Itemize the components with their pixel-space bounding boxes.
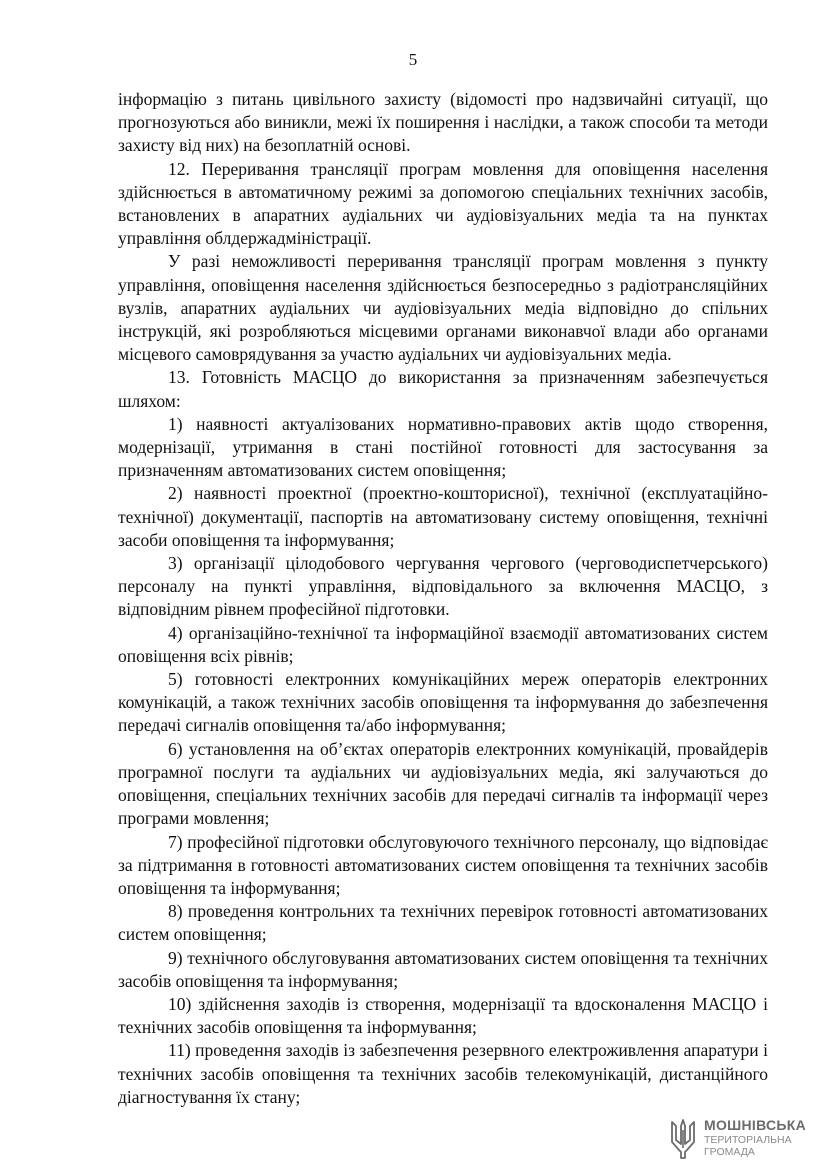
community-logo xyxy=(668,1118,818,1162)
document-body xyxy=(118,88,768,1109)
list-item-4: 4) організаційно-технічної та інформаційної взаємодії автоматизованих систем оповіщення всіх рівнів; xyxy=(118,622,768,666)
paragraph-12-fallback: У разі неможливості переривання трансляції програм мовлення з пункту управління, оповіщення населення здійснюється безпосередньо з радіотрансляційних вузлів, апаратних аудіальних чи аудіовізуальних медіа відповідно до спільних інструкцій, які розробляються місцевими органами виконавчої влади або органами місцевого самоврядування за участю аудіальних чи аудіовізуальних медіа. xyxy=(118,251,768,365)
paragraph-civil-protection-info: інформацію з питань цивільного захисту (відомості про надзвичайні ситуації, що прогнозуються або виникли, межі їх поширення і наслідки, а також способи та методи захисту від них) на безоплатній основі. xyxy=(118,89,768,156)
trident-coat-of-arms-icon xyxy=(668,1118,698,1160)
list-item-7: 7) професійної підготовки обслуговуючого технічного персоналу, що відповідає за підтримання в готовності автоматизованих систем оповіщення та технічних засобів оповіщення та інформування; xyxy=(118,831,768,898)
list-item-11: 11) проведення заходів із забезпечення резервного електроживлення апаратури і технічних засобів оповіщення та технічних засобів телекомунікацій, дистанційного діагностування їх стану; xyxy=(118,1040,768,1107)
list-item-10: 10) здійснення заходів із створення, модернізації та вдосконалення МАСЦО і технічних засобів оповіщення та інформування; xyxy=(118,993,768,1038)
list-item-5: 5) готовності електронних комунікаційних мереж операторів електронних комунікацій, а також технічних засобів оповіщення та інформування до забезпечення передачі сигналів оповіщення та/або інформування; xyxy=(118,669,768,736)
list-item-1: 1) наявності актуалізованих нормативно-правових актів щодо створення, модернізації, утримання в стані постійної готовності для застосування за призначенням автоматизованих систем оповіщення; xyxy=(118,413,768,481)
list-item-2: 2) наявності проектної (проектно-кошторисної), технічної (експлуатаційно-технічної) документації, паспортів на автоматизовану систему оповіщення, технічні засоби оповіщення та інформування; xyxy=(118,483,768,550)
list-item-6: 6) установлення на об’єктах операторів електронних комунікацій, провайдерів програмної послуги та аудіальних чи аудіовізуальних медіа, які залучаються до оповіщення, спеціальних технічних засобів для передачі сигналів та інформації через програми мовлення; xyxy=(118,738,768,829)
list-item-8: 8) проведення контрольних та технічних перевірок готовності автоматизованих систем оповіщення; xyxy=(118,901,768,945)
paragraph-13: 13. Готовність МАСЦО до використання за призначенням забезпечується шляхом: xyxy=(118,367,768,411)
logo-subtitle-line-1: ТЕРИТОРІАЛЬНА xyxy=(704,1134,792,1146)
list-item-3: 3) організації цілодобового чергування чергового (черговодиспетчерського) персоналу на пункті управління, відповідального за включення МАСЦО, з відповідним рівнем професійної підготовки. xyxy=(118,553,768,620)
page-number: 5 xyxy=(408,50,418,69)
paragraph-12: 12. Переривання трансляції програм мовлення для оповіщення населення здійснюється в автоматичному режимі за допомогою спеціальних технічних засобів, встановлених в апаратних аудіальних чи аудіовізуальних медіа та на пунктах управління облдержадміністрації. xyxy=(118,158,768,249)
logo-subtitle-line-2: ГРОМАДА xyxy=(704,1146,755,1158)
list-item-9: 9) технічного обслуговування автоматизованих систем оповіщення та технічних засобів оповіщення та інформування; xyxy=(118,947,768,991)
logo-title: МОШНІВСЬКА xyxy=(704,1117,807,1133)
